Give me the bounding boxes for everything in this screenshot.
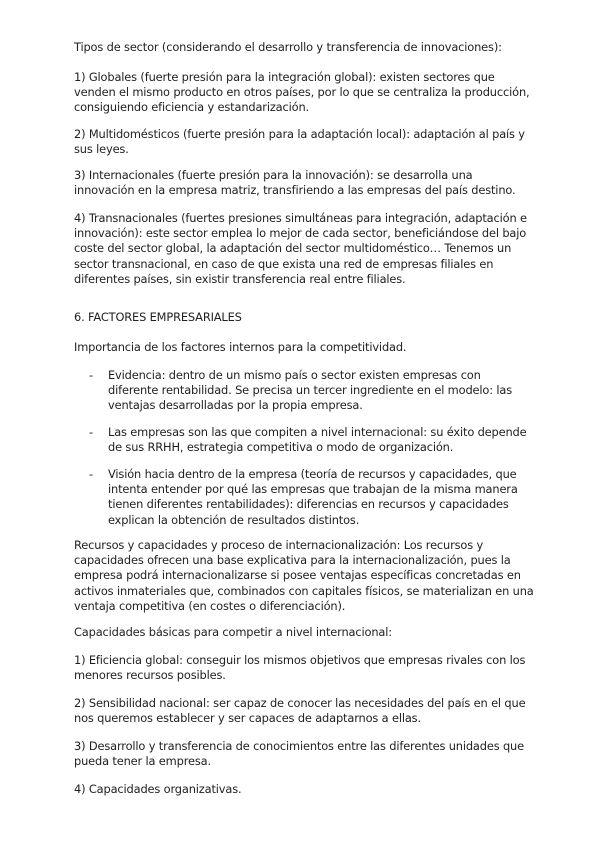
intro-paragraph: Tipos de sector (considerando el desarrollo y transferencia de innovaciones): [74, 40, 502, 54]
sector-type-international: 3) Internacionales (fuerte presión para la innovación): se desarrolla una innovación en la empresa matriz, transfiriendo a las empresas del país destino. [74, 168, 516, 198]
capability-national-sensitivity: 2) Sensibilidad nacional: ser capaz de conocer las necesidades del país en el que nos queremos establecer y ser capaces de adaptarnos a ellas. [74, 696, 526, 726]
list-item [89, 425, 534, 455]
capability-knowledge-transfer: 3) Desarrollo y transferencia de conocimientos entre las diferentes unidades que pueda tener la empresa. [74, 739, 524, 769]
bullet-text: Evidencia: dentro de un mismo país o sector existen empresas con diferente rentabilidad. Se precisa un tercer ingrediente en el modelo: las ventajas desarrolladas por la propia empresa. [108, 368, 513, 413]
bullet-text: Las empresas son las que compiten a nivel internacional: su éxito depende de sus RRHH, estrategia competitiva o modo de organización. [108, 425, 527, 455]
factors-bullet-list [89, 425, 534, 455]
section-heading: 6. FACTORES EMPRESARIALES [74, 310, 242, 324]
bullet-dash: - [89, 467, 93, 481]
sector-type-multidomestic: 2) Multidomésticos (fuerte presión para la adaptación local): adaptación al país y sus leyes. [74, 127, 525, 157]
list-item [89, 368, 534, 414]
resources-paragraph: Recursos y capacidades y proceso de internacionalización: Los recursos y capacidades ofrecen una base explicativa para la internacionalización, pues la empresa podrá internacionalizarse si posee ventajas específicas concretadas en activos inmateriales que, combinados con capitales físicos, se materializan en una ventaja competitiva (en costes o diferenciación). [74, 538, 534, 613]
capabilities-heading: Capacidades básicas para competir a nivel internacional: [74, 625, 392, 639]
list-item [89, 467, 534, 528]
importance-paragraph: Importancia de los factores internos para la competitividad. [74, 340, 407, 354]
sector-type-transnational: 4) Transnacionales (fuertes presiones simultáneas para integración, adaptación e innovación): este sector emplea lo mejor de cada sector, beneficiándose del bajo coste del sector global, la adaptación del sector multidoméstico… Tenemos un sector transnacional, en caso de que exista una red de empresas filiales en diferentes países, sin existir transferencia real entre filiales. [74, 211, 527, 286]
sector-type-global: 1) Globales (fuerte presión para la integración global): existen sectores que venden el mismo producto en otros países, por lo que se centraliza la producción, consiguiendo eficiencia y estandarización. [74, 70, 530, 115]
factors-bullet-list [89, 368, 534, 414]
factors-bullet-list [89, 467, 534, 528]
capability-organizational: 4) Capacidades organizativas. [74, 782, 242, 796]
bullet-dash: - [89, 425, 93, 439]
bullet-text: Visión hacia dentro de la empresa (teoría de recursos y capacidades, que intenta entender por qué las empresas que trabajan de la misma manera tienen diferentes rentabilidades): diferencias en recursos y capacidades explican la obtención de resultados distintos. [108, 467, 518, 527]
bullet-dash: - [89, 368, 93, 382]
capability-global-efficiency: 1) Eficiencia global: conseguir los mismos objetivos que empresas rivales con los menores recursos posibles. [74, 653, 526, 683]
